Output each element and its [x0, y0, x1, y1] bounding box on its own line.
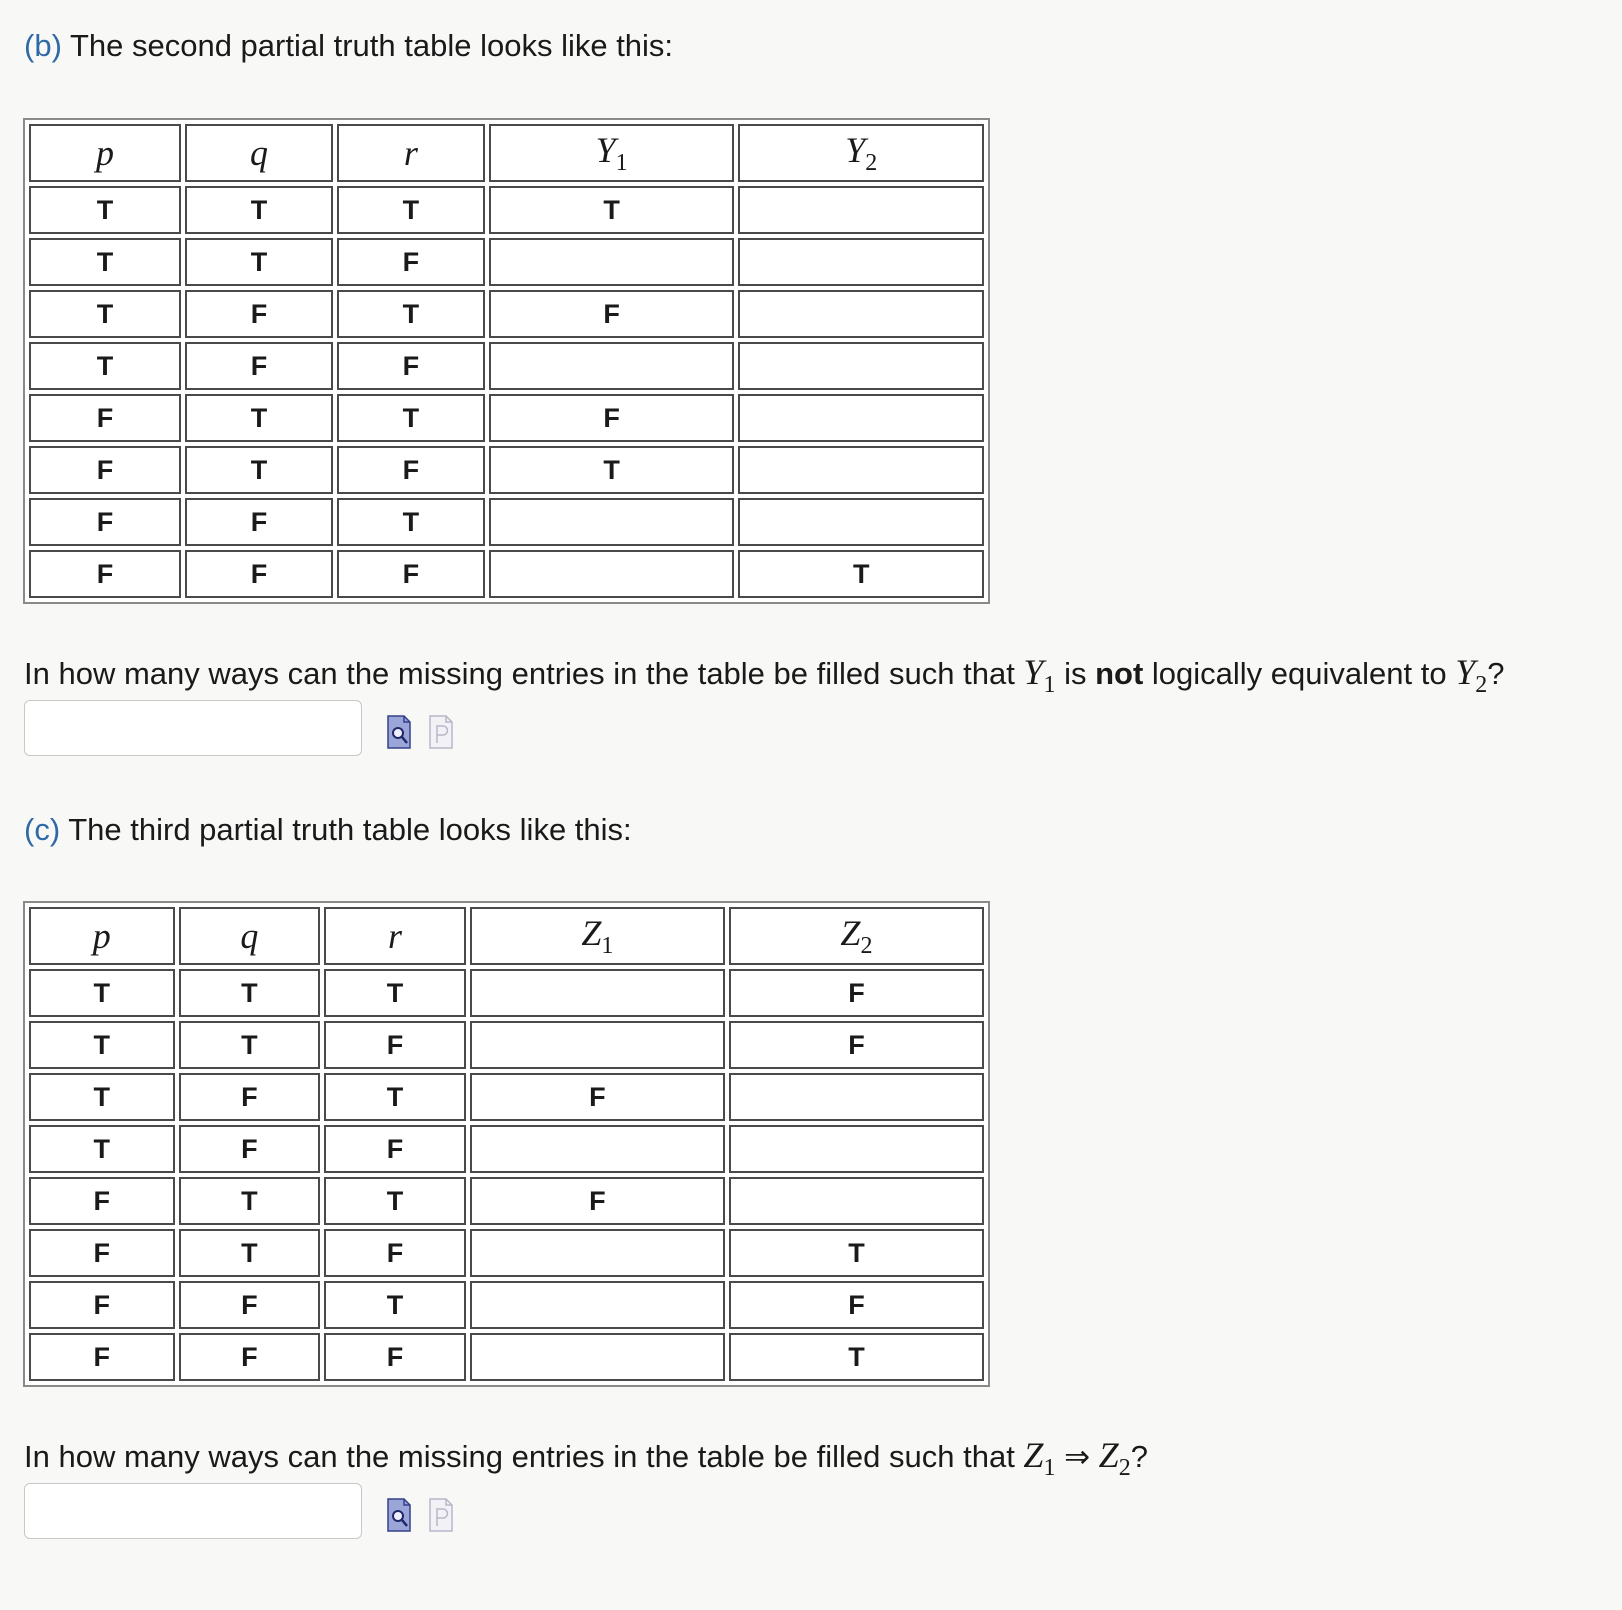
table-cell: F: [324, 1125, 466, 1173]
table-cell: T: [337, 290, 485, 338]
emphasis-not: not: [1095, 656, 1144, 691]
column-header: r: [337, 124, 485, 182]
table-cell: F: [185, 498, 333, 546]
answer-input-b[interactable]: [24, 700, 362, 756]
formula-icon[interactable]: [428, 1498, 454, 1532]
table-cell: [729, 1125, 984, 1173]
table-row: [29, 342, 984, 390]
table-cell: F: [179, 1281, 321, 1329]
table-cell: [738, 394, 984, 442]
table-cell: [738, 446, 984, 494]
table-cell: [489, 550, 735, 598]
table-cell: F: [729, 1021, 984, 1069]
table-cell: [738, 290, 984, 338]
question-prefix: In how many ways can the missing entries in the table be filled such that: [24, 1439, 1024, 1474]
part-c-heading-text: The third partial truth table looks like this:: [68, 812, 632, 847]
table-cell: F: [29, 550, 181, 598]
table-cell: F: [29, 1177, 175, 1225]
table-cell: T: [324, 1177, 466, 1225]
table-row: [29, 394, 984, 442]
answer-row-c: [24, 1483, 444, 1543]
table-cell: T: [179, 1021, 321, 1069]
table-cell: F: [489, 394, 735, 442]
table-cell: F: [470, 1177, 725, 1225]
table-cell: T: [337, 394, 485, 442]
table-cell: F: [729, 969, 984, 1017]
table-cell: T: [337, 186, 485, 234]
formula-icon[interactable]: [428, 715, 454, 749]
table-cell: F: [29, 1281, 175, 1329]
column-header: q: [185, 124, 333, 182]
table-cell: T: [185, 186, 333, 234]
table-cell: T: [185, 238, 333, 286]
column-header: r: [324, 907, 466, 965]
table-row: [29, 290, 984, 338]
column-header: q: [179, 907, 321, 965]
table-row: [29, 1333, 984, 1381]
truth-table-b: [23, 118, 990, 604]
variable-y1: $Y_1$: [1023, 652, 1056, 699]
answer-row-b: [24, 700, 444, 760]
preview-icon[interactable]: [386, 715, 412, 749]
table-row: [29, 1021, 984, 1069]
table-cell: [738, 238, 984, 286]
table-cell: [470, 1021, 725, 1069]
table-cell: [738, 186, 984, 234]
table-row: [29, 1125, 984, 1173]
table-cell: F: [29, 446, 181, 494]
table-cell: F: [185, 550, 333, 598]
table-cell: F: [29, 498, 181, 546]
part-c-label: (c): [24, 812, 61, 847]
variable-z2: $Z_2$: [1098, 1435, 1131, 1482]
table-row: [29, 446, 984, 494]
column-header: $Z_1$: [470, 907, 725, 965]
answer-input-c[interactable]: [24, 1483, 362, 1539]
table-cell: F: [179, 1073, 321, 1121]
table-row: [29, 1229, 984, 1277]
column-header: $Z_2$: [729, 907, 984, 965]
table-row: [29, 1281, 984, 1329]
question-mid: is: [1055, 656, 1096, 691]
table-cell: T: [324, 969, 466, 1017]
table-cell: F: [324, 1021, 466, 1069]
table-cell: T: [738, 550, 984, 598]
table-cell: T: [29, 1125, 175, 1173]
table-row: [29, 498, 984, 546]
table-cell: F: [179, 1333, 321, 1381]
table-row: [29, 969, 984, 1017]
part-c-heading: [24, 810, 632, 850]
part-b-label: (b): [24, 28, 62, 63]
table-cell: T: [489, 186, 735, 234]
column-header: p: [29, 124, 181, 182]
table-cell: F: [337, 238, 485, 286]
table-cell: T: [29, 290, 181, 338]
table-cell: [470, 1229, 725, 1277]
truth-table-c: [23, 901, 990, 1387]
table-cell: [489, 498, 735, 546]
table-cell: [470, 969, 725, 1017]
table-header-row: [29, 907, 984, 965]
table-cell: F: [185, 342, 333, 390]
table-cell: T: [29, 186, 181, 234]
table-header-row: [29, 124, 984, 182]
table-cell: [489, 342, 735, 390]
table-row: [29, 238, 984, 286]
table-cell: T: [29, 1073, 175, 1121]
table-cell: F: [29, 1229, 175, 1277]
table-cell: F: [29, 394, 181, 442]
table-cell: T: [179, 1177, 321, 1225]
question-mid: logically equivalent to: [1143, 656, 1456, 691]
part-b-question: [24, 652, 1504, 705]
table-cell: T: [729, 1229, 984, 1277]
question-suffix: ?: [1487, 656, 1505, 691]
variable-y2: $Y_2$: [1455, 652, 1488, 699]
table-cell: T: [324, 1281, 466, 1329]
table-row: [29, 550, 984, 598]
table-cell: F: [337, 446, 485, 494]
column-header: $Y_2$: [738, 124, 984, 182]
table-cell: [729, 1073, 984, 1121]
part-b-heading: [24, 26, 673, 66]
preview-icon[interactable]: [386, 1498, 412, 1532]
part-b-heading-text: The second partial truth table looks like this:: [69, 28, 674, 63]
table-cell: T: [489, 446, 735, 494]
question-prefix: In how many ways can the missing entries in the table be filled such that: [24, 656, 1024, 691]
table-cell: F: [324, 1333, 466, 1381]
table-cell: T: [185, 446, 333, 494]
table-cell: [738, 342, 984, 390]
table-cell: [470, 1333, 725, 1381]
table-cell: [470, 1281, 725, 1329]
table-cell: [738, 498, 984, 546]
table-cell: T: [29, 969, 175, 1017]
table-cell: T: [337, 498, 485, 546]
table-cell: T: [29, 1021, 175, 1069]
table-row: [29, 186, 984, 234]
table-row: [29, 1177, 984, 1225]
table-cell: T: [179, 969, 321, 1017]
table-cell: [729, 1177, 984, 1225]
table-cell: F: [324, 1229, 466, 1277]
table-cell: F: [179, 1125, 321, 1173]
table-cell: [489, 238, 735, 286]
part-c-question: [24, 1435, 1148, 1488]
table-cell: T: [729, 1333, 984, 1381]
table-cell: T: [324, 1073, 466, 1121]
table-cell: F: [337, 342, 485, 390]
table-cell: F: [729, 1281, 984, 1329]
implies-operator: ⇒: [1055, 1439, 1099, 1474]
question-suffix: ?: [1130, 1439, 1148, 1474]
table-cell: F: [489, 290, 735, 338]
table-cell: F: [470, 1073, 725, 1121]
column-header: p: [29, 907, 175, 965]
column-header: $Y_1$: [489, 124, 735, 182]
table-cell: [470, 1125, 725, 1173]
table-cell: F: [29, 1333, 175, 1381]
table-cell: T: [179, 1229, 321, 1277]
table-row: [29, 1073, 984, 1121]
table-cell: F: [337, 550, 485, 598]
table-cell: T: [29, 342, 181, 390]
variable-z1: $Z_1$: [1023, 1435, 1056, 1482]
table-cell: T: [29, 238, 181, 286]
table-cell: F: [185, 290, 333, 338]
table-cell: T: [185, 394, 333, 442]
